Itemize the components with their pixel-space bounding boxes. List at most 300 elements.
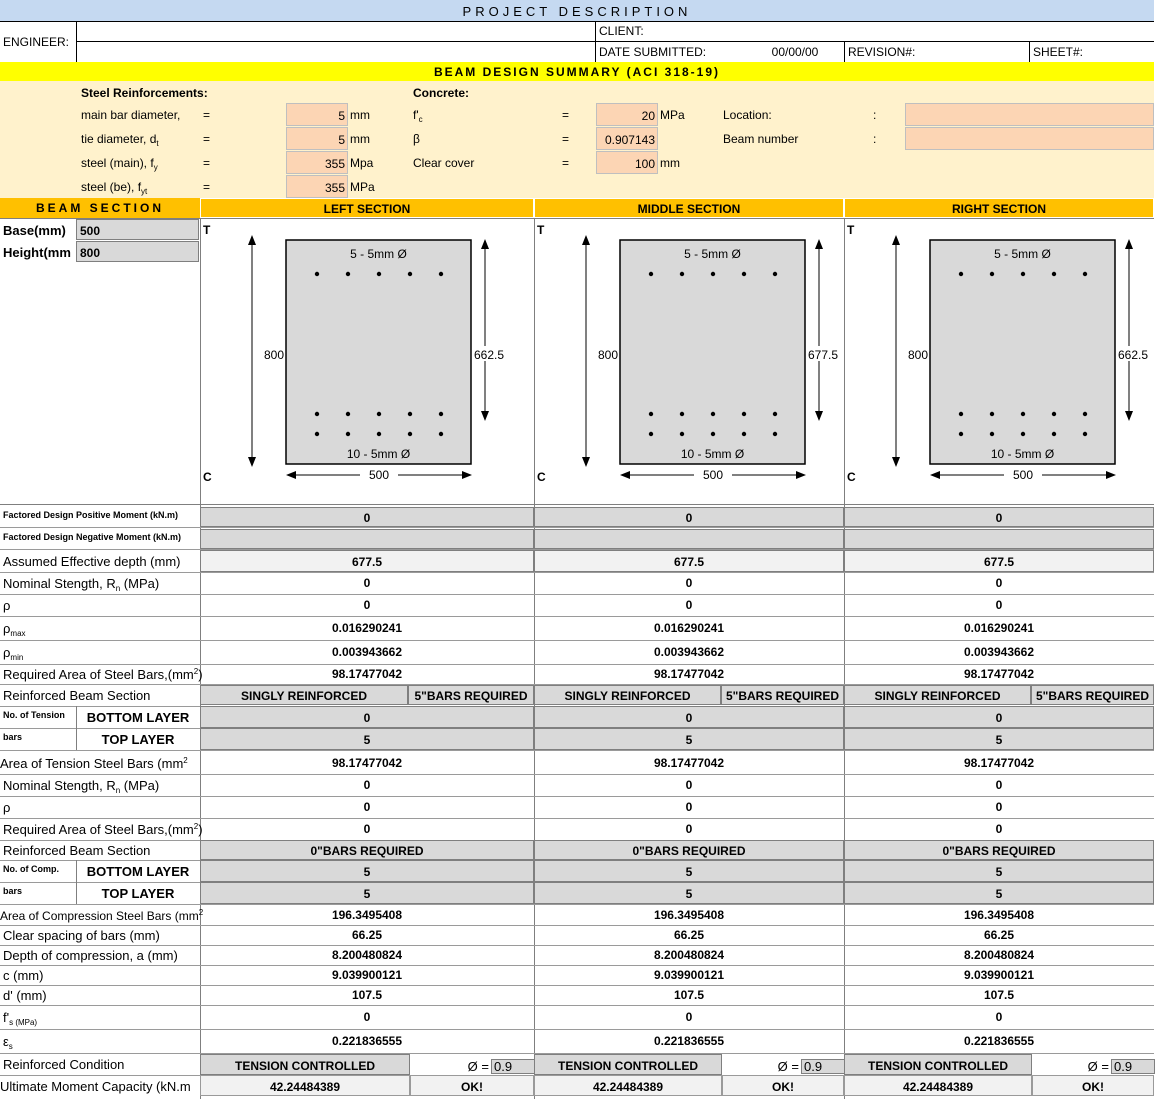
unit-label: MPa [660, 108, 685, 122]
req-area-value: 98.17477042 [963, 667, 1035, 681]
rho-min-label [0, 640, 200, 664]
unit-label: mm [350, 132, 370, 146]
c-value: 9.039900121 [331, 968, 403, 982]
height-input[interactable]: 800 [76, 241, 199, 262]
text-part: Required Area of Steel Bars,(mm [3, 667, 194, 682]
text-part: Area of Compression Steel Bars (mm [0, 909, 199, 923]
rn2-value: 0 [995, 778, 1003, 792]
fs-label [0, 1005, 200, 1029]
width-dimension-label: 500 [368, 468, 390, 482]
text-part: f' [413, 108, 419, 122]
d-prime-value: 107.5 [351, 988, 383, 1002]
depth-dimension-label: 677.5 [808, 348, 839, 362]
neg-moment-value [844, 529, 1154, 549]
text-part: s (MPa) [9, 1018, 38, 1027]
pos-moment-value: 0 [200, 507, 534, 527]
c-value: 9.039900121 [963, 968, 1035, 982]
pos-moment-value: 0 [844, 507, 1154, 527]
bottom-rebar [377, 412, 381, 416]
moment-capacity-value: 42.24484389 [534, 1075, 722, 1096]
concrete-param-input[interactable]: 20 [596, 103, 658, 126]
req-area-value: 98.17477042 [331, 667, 403, 681]
depth-dimension-label: 662.5 [474, 348, 505, 362]
concrete-param-label [410, 127, 530, 151]
comp-bars-required: 0"BARS REQUIRED [534, 840, 844, 860]
depth-a-value: 8.200480824 [963, 948, 1035, 962]
colon: : [873, 108, 877, 122]
arrow-down-icon [481, 411, 489, 421]
tension-bottom-value: 0 [200, 706, 534, 728]
depth-dimension-label: 662.5 [1118, 348, 1149, 362]
steel-heading: Steel Reinforcements: [81, 86, 208, 100]
phi-cell [410, 1054, 534, 1075]
capacity-check-status: OK! [722, 1075, 844, 1096]
capacity-check-status: OK! [1032, 1075, 1154, 1096]
reinforced2-label: Reinforced Beam Section [3, 843, 151, 858]
es-value: 0.221836555 [331, 1034, 403, 1048]
rho-value: 0 [363, 598, 371, 612]
rho-max-value: 0.016290241 [331, 621, 403, 635]
concrete-param-label [410, 103, 530, 127]
rn-value: 0 [685, 576, 693, 590]
phi-cell [1032, 1054, 1154, 1075]
bottom-rebar [408, 412, 412, 416]
comp-top-value: 5 [200, 882, 534, 904]
text-part: (MPa) [120, 778, 160, 793]
rho-min-value: 0.003943662 [331, 645, 403, 659]
beam-design-summary-title: BEAM DESIGN SUMMARY (ACI 318-19) [0, 62, 1154, 81]
arrow-left-icon [930, 471, 940, 479]
bottom-rebar [959, 412, 963, 416]
fs-value: 0 [995, 1010, 1003, 1024]
comp-top-value: 5 [534, 882, 844, 904]
concrete-param-label [410, 151, 530, 175]
grid-line [0, 504, 1154, 505]
arrow-down-icon [892, 457, 900, 467]
top-rebar [1083, 272, 1087, 276]
unit-label: mm [350, 108, 370, 122]
steel-param-input[interactable]: 5 [286, 127, 348, 150]
comp-bottom-value: 5 [534, 860, 844, 882]
reinforced-condition: TENSION CONTROLLED [200, 1054, 410, 1075]
bottom-rebar [377, 432, 381, 436]
text-part: ) [198, 667, 203, 682]
neg-moment-value [534, 529, 844, 549]
req-area2-value: 0 [363, 822, 371, 836]
rn-value: 0 [363, 576, 371, 590]
comp-bars-required: 0"BARS REQUIRED [844, 840, 1154, 860]
rn-value: 0 [995, 576, 1003, 590]
phi-value: 0.9 [1111, 1059, 1155, 1074]
text-part: (MPa) [120, 576, 160, 591]
text-part: Clear cover [413, 156, 475, 170]
tension-bars-label: No. of Tension [3, 710, 65, 720]
phi-value: 0.9 [491, 1059, 535, 1074]
text-part: yt [141, 187, 148, 196]
section-title: LEFT SECTION [200, 198, 534, 218]
text-part: main bar diameter, [81, 108, 181, 122]
text-part: steel (main), f [81, 156, 154, 170]
eff-depth-value: 677.5 [200, 550, 534, 572]
pos-moment-value: 0 [534, 507, 844, 527]
rn2-label [0, 774, 200, 796]
top-bars-label: 5 - 5mm Ø [684, 247, 741, 261]
arrow-left-icon [620, 471, 630, 479]
d-prime-label: d' (mm) [3, 988, 47, 1003]
bars-required: 5"BARS REQUIRED [408, 685, 534, 705]
text-part: c [418, 115, 423, 124]
capacity-label: Ultimate Moment Capacity (kN.m [0, 1079, 191, 1094]
tension-bottom-value: 0 [534, 706, 844, 728]
rho-value: 0 [995, 598, 1003, 612]
bottom-rebar [990, 412, 994, 416]
text-part: ε [3, 1034, 9, 1049]
equals-sign: = [562, 132, 570, 146]
bottom-rebar [680, 432, 684, 436]
top-layer-label: TOP LAYER [101, 886, 175, 901]
req-area-value: 98.17477042 [653, 667, 725, 681]
top-layer-label: TOP LAYER [101, 732, 175, 747]
bottom-rebar [680, 412, 684, 416]
bottom-layer-label: BOTTOM LAYER [86, 710, 190, 725]
arrow-right-icon [796, 471, 806, 479]
compression-face-label: C [537, 470, 546, 484]
grid-line [0, 750, 1154, 751]
bars-required: 5"BARS REQUIRED [721, 685, 844, 705]
arrow-down-icon [1125, 411, 1133, 421]
arrow-down-icon [815, 411, 823, 421]
rho-min-value: 0.003943662 [653, 645, 725, 659]
arrow-up-icon [892, 235, 900, 245]
text-part: Nominal Stength, R [3, 576, 116, 591]
bottom-rebar [315, 432, 319, 436]
tension-top-value: 5 [844, 728, 1154, 750]
es-value: 0.221836555 [653, 1034, 725, 1048]
beam-number-input[interactable] [905, 127, 1154, 150]
concrete-param-input[interactable]: 0.907143 [596, 127, 658, 150]
area-comp-label [0, 905, 204, 925]
depth-a-label: Depth of compression, a (mm) [3, 948, 178, 963]
arrow-up-icon [1125, 239, 1133, 249]
comp-bars-required: 0"BARS REQUIRED [200, 840, 534, 860]
depth-a-value: 8.200480824 [653, 948, 725, 962]
text-part: f' [3, 1010, 10, 1025]
arrow-right-icon [462, 471, 472, 479]
top-bars-label: 5 - 5mm Ø [994, 247, 1051, 261]
client-label: CLIENT: [599, 24, 644, 38]
arrow-down-icon [582, 457, 590, 467]
height-label: Height(mm [3, 245, 71, 260]
rho2-value: 0 [363, 800, 371, 814]
text-part: β [413, 132, 420, 146]
text-part: steel (be), f [81, 180, 142, 194]
comp-bars-label: No. of Comp. [3, 864, 59, 874]
top-rebar [439, 272, 443, 276]
top-rebar [990, 272, 994, 276]
bottom-rebar [346, 432, 350, 436]
text-part: ρ [3, 621, 11, 636]
equals-sign: = [203, 132, 211, 146]
top-rebar [377, 272, 381, 276]
rn-label [0, 572, 200, 594]
location-input[interactable] [905, 103, 1154, 126]
top-rebar [742, 272, 746, 276]
bottom-rebar [315, 412, 319, 416]
bottom-rebar [742, 412, 746, 416]
reinforced-label: Reinforced Beam Section [3, 688, 151, 703]
tension-face-label: T [847, 223, 855, 237]
phi-label: Ø = [1087, 1059, 1109, 1074]
text-part: ) [198, 822, 203, 837]
area-tension-value: 98.17477042 [653, 756, 725, 770]
req-area2-value: 0 [685, 822, 693, 836]
revision-label: REVISION#: [848, 45, 916, 59]
date-submitted-label: DATE SUBMITTED: [599, 45, 707, 59]
eff-depth-label: Assumed Effective depth (mm) [3, 554, 181, 569]
equals-sign: = [562, 108, 570, 122]
steel-param-input[interactable]: 5 [286, 103, 348, 126]
beam-section-drawing [844, 219, 1154, 505]
bars-label: bars [3, 732, 23, 742]
rho-max-label [0, 616, 200, 640]
eff-depth-value: 677.5 [534, 550, 844, 572]
area-tension-value: 98.17477042 [963, 756, 1035, 770]
unit-label: Mpa [350, 156, 374, 170]
top-rebar [408, 272, 412, 276]
equals-sign: = [562, 156, 570, 170]
engineer-field[interactable] [77, 21, 595, 41]
bottom-rebar [990, 432, 994, 436]
text-part: Nominal Stength, R [3, 778, 116, 793]
location-label: Location: [723, 108, 772, 122]
beam-section-title: BEAM SECTION [0, 198, 200, 218]
text-part: 2 [193, 667, 199, 676]
top-rebar [1052, 272, 1056, 276]
unit-label [658, 127, 708, 151]
arrow-down-icon [248, 457, 256, 467]
req-area2-value: 0 [995, 822, 1003, 836]
pos-moment-label: Factored Design Positive Moment (kN.m) [3, 510, 179, 520]
text-part: t [156, 139, 159, 148]
bottom-rebar [711, 412, 715, 416]
top-rebar [711, 272, 715, 276]
arrow-up-icon [582, 235, 590, 245]
text-part: max [10, 629, 26, 638]
compression-face-label: C [203, 470, 212, 484]
clear-spacing-label: Clear spacing of bars (mm) [3, 928, 160, 943]
rho-max-value: 0.016290241 [653, 621, 725, 635]
height-dimension-label: 800 [597, 348, 618, 362]
clear-spacing-value: 66.25 [673, 928, 705, 942]
bottom-rebar [1052, 412, 1056, 416]
top-rebar [773, 272, 777, 276]
width-dimension-label: 500 [702, 468, 724, 482]
height-dimension-label: 800 [263, 348, 284, 362]
text-part: Required Area of Steel Bars,(mm [3, 822, 194, 837]
top-rebar [346, 272, 350, 276]
text-part: min [10, 653, 24, 662]
clear-spacing-value: 66.25 [351, 928, 383, 942]
fs-value: 0 [685, 1010, 693, 1024]
area-comp-value: 196.3495408 [963, 908, 1035, 922]
es-label [0, 1029, 200, 1053]
height-dimension-label: 800 [907, 348, 928, 362]
phi-label: Ø = [777, 1059, 799, 1074]
tension-face-label: T [537, 223, 545, 237]
bottom-rebar [742, 432, 746, 436]
area-comp-value: 196.3495408 [653, 908, 725, 922]
d-prime-value: 107.5 [983, 988, 1015, 1002]
top-rebar [315, 272, 319, 276]
steel-param-label [78, 175, 203, 199]
text-part: tie diameter, d [81, 132, 157, 146]
bottom-rebar [1021, 412, 1025, 416]
moment-capacity-value: 42.24484389 [200, 1075, 410, 1096]
req-area2-label [0, 818, 203, 840]
arrow-left-icon [286, 471, 296, 479]
rho2-value: 0 [995, 800, 1003, 814]
area-tension-label [0, 752, 200, 774]
bottom-rebar [649, 412, 653, 416]
bottom-rebar [1021, 432, 1025, 436]
text-part: n [115, 786, 121, 795]
text-part: ρ [3, 645, 11, 660]
base-input[interactable]: 500 [76, 219, 199, 240]
bottom-bars-label: 10 - 5mm Ø [346, 447, 411, 461]
neg-moment-label: Factored Design Negative Moment (kN.m) [3, 532, 182, 542]
neg-moment-value [200, 529, 534, 549]
top-rebar [649, 272, 653, 276]
arrow-right-icon [1106, 471, 1116, 479]
req-area-label [0, 664, 203, 684]
date-submitted-value[interactable]: 00/00/00 [771, 45, 819, 59]
engineer-label: ENGINEER: [3, 35, 70, 49]
top-rebar [680, 272, 684, 276]
tension-top-value: 5 [200, 728, 534, 750]
area-comp-value: 196.3495408 [331, 908, 403, 922]
rn2-value: 0 [363, 778, 371, 792]
width-dimension-label: 500 [1012, 468, 1034, 482]
sheet-label: SHEET#: [1033, 45, 1084, 59]
unit-label: mm [660, 156, 680, 170]
project-description-title: PROJECT DESCRIPTION [0, 0, 1154, 21]
grid-line [0, 527, 1154, 528]
section-title: RIGHT SECTION [844, 198, 1154, 218]
reinforcement-type: SINGLY REINFORCED [844, 685, 1031, 705]
reinforcement-type: SINGLY REINFORCED [200, 685, 408, 705]
beam-number-label: Beam number [723, 132, 799, 146]
bottom-rebar [439, 412, 443, 416]
steel-param-input[interactable]: 355 [286, 175, 348, 198]
rn2-value: 0 [685, 778, 693, 792]
text-part: 2 [198, 908, 204, 917]
rho-max-value: 0.016290241 [963, 621, 1035, 635]
capacity-check-status: OK! [410, 1075, 534, 1096]
unit-label: MPa [350, 180, 375, 194]
area-tension-value: 98.17477042 [331, 756, 403, 770]
base-label: Base(mm) [3, 223, 66, 238]
top-bars-label: 5 - 5mm Ø [350, 247, 407, 261]
bars-label: bars [3, 886, 23, 896]
d-prime-value: 107.5 [673, 988, 705, 1002]
rho-value: 0 [685, 598, 693, 612]
tension-top-value: 5 [534, 728, 844, 750]
bottom-rebar [649, 432, 653, 436]
beam-section-drawing [534, 219, 844, 505]
equals-sign: = [203, 156, 211, 170]
c-label: c (mm) [3, 968, 44, 983]
bottom-layer-label: BOTTOM LAYER [86, 864, 190, 879]
clear-spacing-value: 66.25 [983, 928, 1015, 942]
colon: : [873, 132, 877, 146]
text-part: s [8, 1042, 13, 1051]
concrete-heading: Concrete: [413, 86, 470, 100]
beam-section-drawing [200, 219, 534, 505]
bottom-bars-label: 10 - 5mm Ø [680, 447, 745, 461]
concrete-param-input[interactable]: 100 [596, 151, 658, 174]
arrow-up-icon [248, 235, 256, 245]
bottom-rebar [711, 432, 715, 436]
moment-capacity-value: 42.24484389 [844, 1075, 1032, 1096]
depth-a-value: 8.200480824 [331, 948, 403, 962]
c-value: 9.039900121 [653, 968, 725, 982]
eff-depth-value: 677.5 [844, 550, 1154, 572]
equals-sign: = [203, 108, 211, 122]
reinforcement-type: SINGLY REINFORCED [534, 685, 721, 705]
arrow-up-icon [815, 239, 823, 249]
es-value: 0.221836555 [963, 1034, 1035, 1048]
bars-required: 5"BARS REQUIRED [1031, 685, 1154, 705]
top-rebar [959, 272, 963, 276]
bottom-bars-label: 10 - 5mm Ø [990, 447, 1055, 461]
steel-param-input[interactable]: 355 [286, 151, 348, 174]
phi-cell [722, 1054, 844, 1075]
bottom-rebar [773, 412, 777, 416]
arrow-up-icon [481, 239, 489, 249]
bottom-rebar [773, 432, 777, 436]
bottom-rebar [346, 412, 350, 416]
tension-face-label: T [203, 223, 211, 237]
text-part: y [153, 163, 158, 172]
bottom-rebar [408, 432, 412, 436]
bottom-rebar [959, 432, 963, 436]
phi-label: Ø = [467, 1059, 489, 1074]
phi-value: 0.9 [801, 1059, 845, 1074]
compression-face-label: C [847, 470, 856, 484]
bottom-rebar [1083, 412, 1087, 416]
rho-label: ρ [3, 598, 11, 613]
text-part: 2 [193, 822, 199, 831]
text-part: 2 [183, 756, 188, 765]
top-rebar [1021, 272, 1025, 276]
rho2-label: ρ [3, 800, 11, 815]
rho2-value: 0 [685, 800, 693, 814]
text-part: Area of Tension Steel Bars (mm [0, 756, 184, 771]
bottom-rebar [1052, 432, 1056, 436]
rho-min-value: 0.003943662 [963, 645, 1035, 659]
section-title: MIDDLE SECTION [534, 198, 844, 218]
reinforced-condition: TENSION CONTROLLED [534, 1054, 722, 1075]
comp-bottom-value: 5 [200, 860, 534, 882]
bottom-rebar [1083, 432, 1087, 436]
comp-bottom-value: 5 [844, 860, 1154, 882]
condition-label: Reinforced Condition [3, 1057, 125, 1072]
steel-param-label [78, 151, 203, 175]
bottom-rebar [439, 432, 443, 436]
steel-param-label [78, 103, 203, 127]
steel-param-label [78, 127, 203, 151]
equals-sign: = [203, 180, 211, 194]
